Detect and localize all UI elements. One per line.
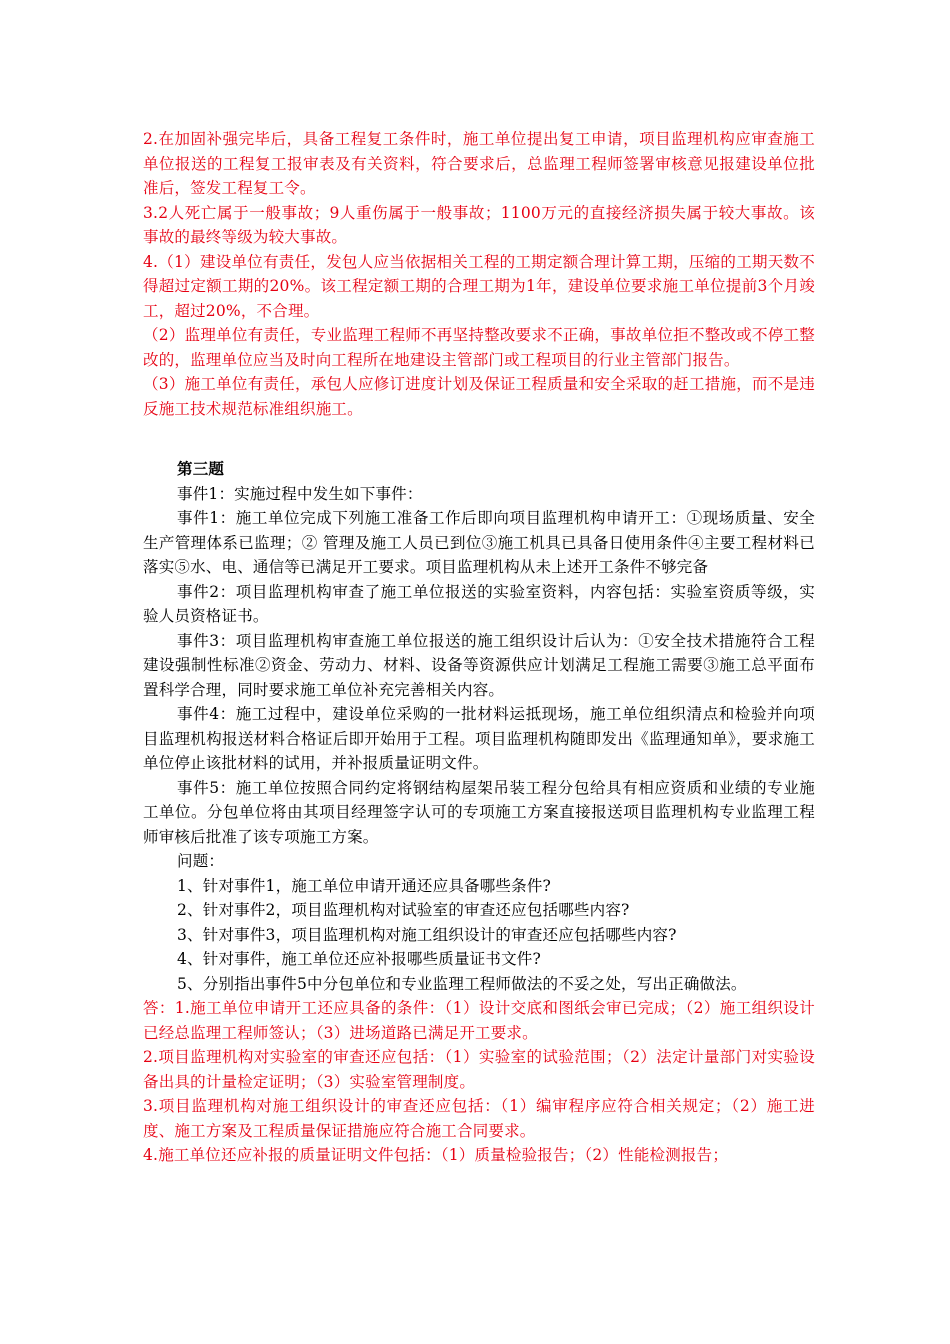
answer-4-prev: 4.（1）建设单位有责任，发包人应当依据相关工程的工期定额合理计算工期，压缩的工期天数不得超过定额工期的20%。该工程定额工期的合理工期为1年，建设单位要求施工单位提前3个月竣工，超过20%，不合理。 <box>143 252 815 320</box>
section-title: 第三题 <box>177 459 225 478</box>
answer-3-prev: 3.2人死亡属于一般事故；9人重伤属于一般事故；1100万元的直接经济损失属于较大事故。该事故的最终等级为较大事故。 <box>143 203 815 246</box>
intro-line: 事件1：实施过程中发生如下事件： <box>177 484 423 503</box>
question-1: 1、针对事件1，施工单位申请开通还应具备哪些条件? <box>177 876 552 895</box>
document-body <box>143 127 815 1168</box>
answer-2: 2.项目监理机构对实验室的审查还应包括：（1）实验室的试验范围；（2）法定计量部门对实验设备出具的计量检定证明；（3）实验室管理制度。 <box>143 1048 815 1091</box>
answer-4: 4.施工单位还应补报的质量证明文件包括：（1）质量检验报告；（2）性能检测报告； <box>143 1146 729 1164</box>
event-3: 事件3：项目监理机构审查施工单位报送的施工组织设计后认为：①安全技术措施符合工程建设强制性标准②资金、劳动力、材料、设备等资源供应计划满足工程施工需要③施工总平面布置科学合理，同时要求施工单位补充完善相关内容。 <box>143 631 815 699</box>
event-1: 事件1：施工单位完成下列施工准备工作后即向项目监理机构申请开工：①现场质量、安全生产管理体系已监理；② 管理及施工人员已到位③施工机具已具备日使用条件④主要工程材料已落实⑤水、电、通信等已满足开工要求。项目监理机构从未上述开工条件不够完备 <box>143 509 815 576</box>
question-2: 2、针对事件2，项目监理机构对试验室的审查还应包括哪些内容? <box>177 901 630 919</box>
answer-2-prev: 2.在加固补强完毕后，具备工程复工条件时，施工单位提出复工申请，项目监理机构应审查施工单位报送的工程复工报审表及有关资料，符合要求后，总监理工程师签署审核意见报建设单位批准后，签发工程复工令。 <box>143 130 815 197</box>
answer-4-2-prev: （2）监理单位有责任，专业监理工程师不再坚持整改要求不正确，事故单位拒不整改或不停工整改的，监理单位应当及时向工程所在地建设主管部门或工程项目的行业主管部门报告。 <box>143 326 815 369</box>
event-2: 事件2：项目监理机构审查了施工单位报送的实验室资料，内容包括：实验室资质等级，实验人员资格证书。 <box>143 582 815 625</box>
answer-4-3-prev: （3）施工单位有责任，承包人应修订进度计划及保证工程质量和安全采取的赶工措施，而不是违反施工技术规范标准组织施工。 <box>143 375 815 418</box>
answer-1: 答：1.施工单位申请开工还应具备的条件：（1）设计交底和图纸会审已完成；（2）施工组织设计已经总监理工程师签认；（3）进场道路已满足开工要求。 <box>143 999 815 1042</box>
question-4: 4、针对事件，施工单位还应补报哪些质量证书文件? <box>177 950 541 968</box>
answer-3: 3.项目监理机构对施工组织设计的审查还应包括：（1）编审程序应符合相关规定；（2）施工进度、施工方案及工程质量保证措施应符合施工合同要求。 <box>143 1097 815 1140</box>
questions-label: 问题： <box>177 852 225 870</box>
question-5: 5、分别指出事件5中分包单位和专业监理工程师做法的不妥之处，写出正确做法。 <box>177 974 747 993</box>
question-3: 3、针对事件3，项目监理机构对施工组织设计的审查还应包括哪些内容? <box>177 925 677 944</box>
event-4: 事件4：施工过程中，建设单位采购的一批材料运抵现场，施工单位组织清点和检验并向项目监理机构报送材料合格证后即开始用于工程。项目监理机构随即发出《监理通知单》，要求施工单位停止该批材料的试用，并补报质量证明文件。 <box>143 705 815 772</box>
event-5: 事件5：施工单位按照合同约定将钢结构屋架吊装工程分包给具有相应资质和业绩的专业施工单位。分包单位将由其项目经理签字认可的专项施工方案直接报送项目监理机构专业监理工程师审核后批准了该专项施工方案。 <box>143 778 815 846</box>
